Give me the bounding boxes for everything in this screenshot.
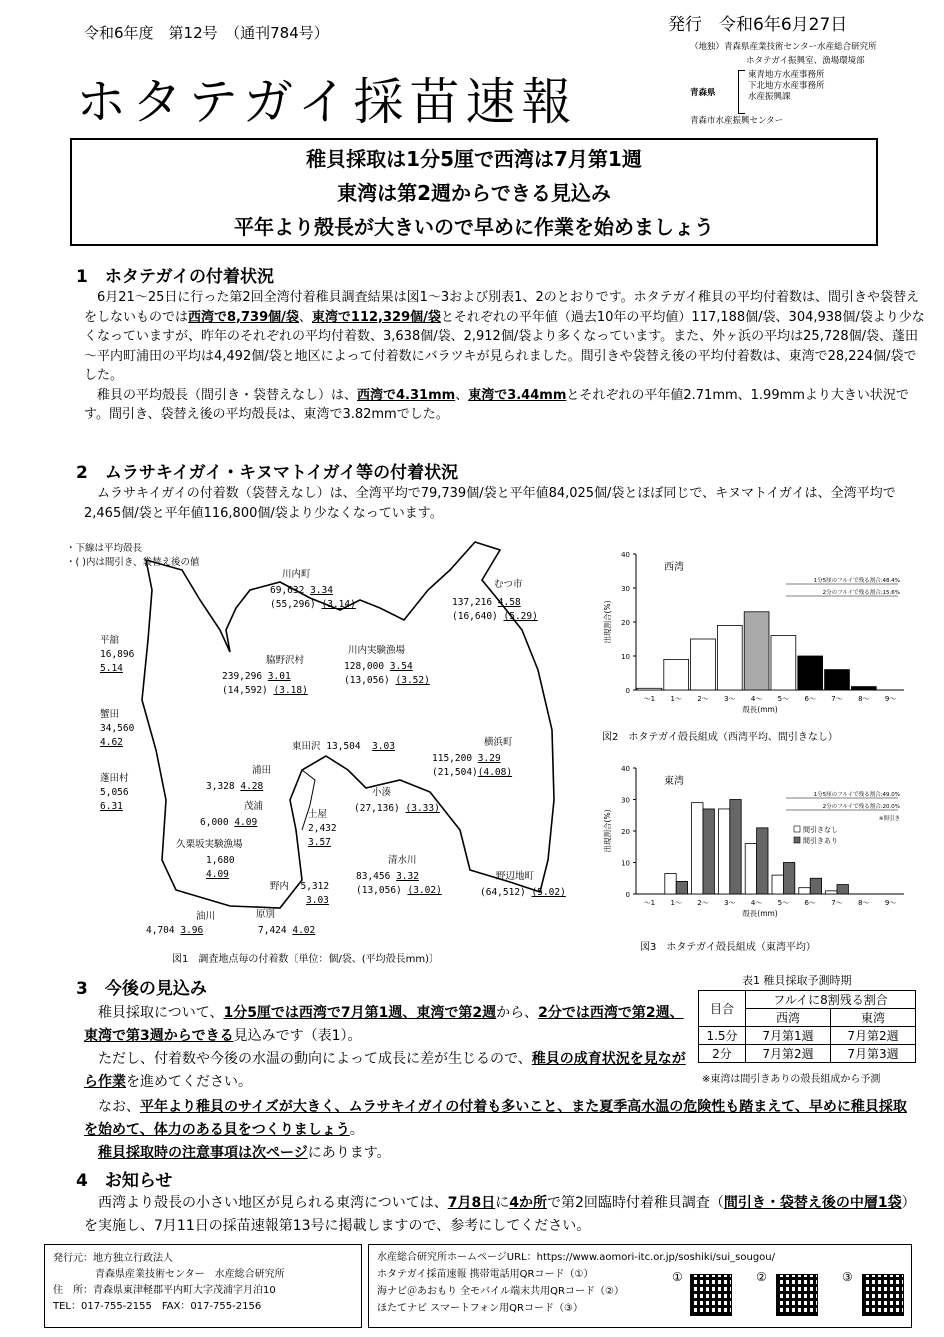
chart-title: 西湾 (664, 562, 684, 573)
legend-label: 間引きあり (803, 837, 838, 845)
station-mutsu-values: 137,216 4.58 (16,640) (5.29) (452, 597, 538, 622)
station-kominato-values: (27,136) (3.33) (354, 803, 440, 814)
fig1-caption: 図1 調査地点毎の付着数〔単位：個/袋、(平均殻長mm)〕 (172, 954, 440, 965)
bar (745, 844, 756, 894)
bar (851, 687, 876, 690)
bar (703, 809, 714, 894)
station-harabetsu: 原別 (256, 909, 276, 920)
x-tick-label: 4～ (750, 695, 763, 703)
issue-number: 令和6年度 第12号 （通刊784号） (84, 24, 329, 42)
x-tick-label: 2～ (697, 899, 709, 907)
section1-body: 6月21～25日に行った第2回全湾付着稚貝調査結果は図1～3および別表1、2のとおりです。ホタテガイ稚貝の平均付着数は、間引きや袋替えをしないものでは西湾で8,739個/袋、東湾で112,329個/袋とそれぞれの平年値（過去10年の平均値）117,188個/袋、304,938個/袋より少なくなっていますが、昨年のそれぞれの平均付着数、3,638個/袋、2,912個/袋より多くなっています。また、外ヶ浜の平均は25,728個/袋、蓬田～平内町浦田の平均は4,492個/袋と地区によって付着数にバラツキが見られました。間引きや袋替え後の平均付着数は、東湾で28,224個/袋でした。 稚貝の平均殻長（間引き・袋替えなし）は、西湾で4.31mm、東湾で3.44mmとそれぞれの平年値2.71mm、1.99mmより大きい状況です。間引き、袋替え後の平均殻長は、東湾で3.82mmでした。 (84, 290, 925, 422)
x-tick-label: 6～ (804, 695, 816, 703)
station-higashitazawa: 東田沢 13,504 3.03 (292, 741, 395, 752)
footer-links (368, 1244, 912, 1328)
bar (676, 881, 687, 894)
annotation-text: ※間引き (878, 816, 900, 822)
station-aburakawa: 油川 (196, 911, 216, 922)
x-tick-label: 1～ (670, 695, 682, 703)
y-tick-label: 0 (625, 891, 630, 899)
qr1-label: ① (672, 1270, 683, 1284)
station-kawauchi-exp: 川内実験漁場 (348, 645, 406, 656)
table-row: 1.5分 7月第1週 7月第2週 (699, 1027, 916, 1045)
map-note-2: ・( )内は間引き、袋替え後の値 (66, 557, 200, 568)
x-tick-label: 5～ (777, 695, 790, 703)
org-top: （地独）青森県産業技術センター水産総合研究所 (690, 42, 877, 52)
table-row: 2分 7月第2週 7月第3週 (699, 1045, 916, 1063)
bar (691, 639, 716, 690)
bar (837, 885, 848, 894)
section1-title: 1 ホタテガイの付着状況 (76, 267, 274, 287)
headline-box (70, 138, 878, 246)
org-bottom: 青森市水産振興センター (690, 116, 784, 126)
x-axis-label: 殻長(mm) (742, 705, 778, 714)
x-tick-label: 7～ (831, 695, 843, 703)
y-tick-label: 20 (621, 619, 630, 627)
annotation-text: 1分5厘のフルイで残る割合:49.0% (813, 792, 900, 798)
page-title: ホタテガイ採苗速報 (76, 73, 578, 131)
bar (664, 659, 689, 690)
station-yokohama: 横浜町 (484, 737, 513, 748)
table1-title: 表1 稚貝採取予測時期 (742, 974, 852, 987)
headline-line-3: 平年より殻長が大きいので早めに作業を始めましょう (234, 215, 714, 239)
qr3-label: ③ (842, 1270, 853, 1284)
station-urata-values: 3,328 4.28 (206, 781, 264, 792)
map-note-1: ・下線は平均殻長 (66, 543, 143, 554)
table1-west: 西湾 (746, 1009, 831, 1027)
table1 (698, 990, 916, 1063)
x-tick-label: ～1 (643, 695, 656, 703)
issue-date: 発行 令和6年6月27日 (668, 15, 848, 35)
footer-qr3-text: ほたてナビ スマートフォン用QRコード（③） (377, 1303, 583, 1314)
legend-label: 間引きなし (803, 826, 838, 834)
qr-code-1[interactable] (690, 1274, 732, 1316)
y-tick-label: 30 (621, 585, 630, 593)
legend-swatch (794, 837, 800, 843)
y-tick-label: 10 (621, 859, 630, 868)
bar (665, 874, 676, 894)
footer-publisher: 発行元：地方独立行政法人 青森県産業技術センター 水産総合研究所 住 所：青森県東津軽郡平内町大字茂浦字月泊10 TEL：017-755-2155 FAX：017-755-2156 (44, 1244, 362, 1328)
x-tick-label: 1～ (670, 899, 682, 907)
station-kawauchi: 川内町 (282, 569, 311, 580)
station-mutsu: むつ市 (494, 579, 523, 590)
station-moura: 茂浦 (244, 801, 264, 812)
fig2-chart (598, 540, 928, 735)
footer-qr1-text: ホタテガイ採苗速報 携帯電話用QRコード（①） (377, 1269, 594, 1280)
station-noheji-values: (64,512) (5.02) (480, 887, 566, 898)
headline-line-1: 稚貝採取は1分5厘で西湾は7月第1週 (306, 147, 642, 171)
station-shimizugawa-values: 83,456 3.32 (13,056) (3.02) (356, 871, 442, 896)
bar (744, 612, 769, 690)
fig2-caption: 図2 ホタテガイ殻長組成（西湾平均、間引きなし） (602, 732, 838, 743)
x-tick-label: 3～ (724, 899, 736, 907)
bar (772, 875, 783, 894)
footer-qr2-text: 海ナビ＠あおもり 全モバイル端末共用QRコード（②） (377, 1286, 624, 1297)
x-tick-label: 5～ (777, 899, 790, 907)
org-line2: ホタテガイ振興室、漁場環境部 (746, 56, 865, 66)
fig3-chart (598, 754, 928, 929)
y-axis-label: 出現割合(%) (603, 809, 612, 853)
station-yomogita: 蓬田村 5,056 6.31 (100, 773, 129, 812)
bar (730, 800, 741, 895)
section2-body: ムラサキイガイの付着数（袋替えなし）は、全湾平均で79,739個/袋と平年値84,025個/袋とほぼ同じで、キヌマトイガイは、全湾平均で2,465個/袋と平年値116,800個/袋より少なくなっています。 (84, 486, 896, 521)
x-axis-label: 殻長(mm) (742, 909, 778, 918)
station-yokohama-values: 115,200 3.29 (21,504)(4.08) (432, 753, 513, 778)
headline-line-2: 東湾は第2週からできる見込み (337, 181, 611, 205)
station-kurisaka-values: 1,680 4.09 (206, 855, 235, 880)
bar (771, 636, 796, 690)
footer-url[interactable]: 水産総合研究所ホームページURL：https://www.aomori-itc.or.jp/soshiki/sui_sougou/ (377, 1252, 776, 1263)
station-kurisaka: 久栗坂実験漁場 (176, 839, 243, 850)
y-tick-label: 30 (621, 796, 630, 805)
section3-body: 稚貝採取について、1分5厘では西湾で7月第1週、東湾で第2週から、2分では西湾で第2週、東湾で第3週からできる見込みです（表1）。 ただし、付着数や今後の水温の動向によって成長に差が生じるので、稚貝の成育状況を見ながら作業を進めてください。 (84, 1005, 686, 1090)
bar (717, 625, 742, 690)
station-urata: 浦田 (252, 765, 272, 776)
section2-title: 2 ムラサキイガイ・キヌマトイガイ等の付着状況 (76, 463, 459, 483)
station-nonai: 野内 5,312 (270, 881, 330, 892)
qr-code-2[interactable] (776, 1274, 818, 1316)
station-aburakawa-values: 4,704 3.96 (146, 925, 204, 936)
station-kawauchi-exp-values: 128,000 3.54 (13,056) (3.52) (344, 661, 430, 686)
qr-code-3[interactable] (862, 1274, 904, 1316)
x-tick-label: ～1 (643, 899, 656, 907)
x-tick-label: 2～ (697, 695, 709, 703)
section4-body: 西湾より殻長の小さい地区が見られる東湾については、7月8日に4か所で第2回臨時付着稚貝調査（間引き・袋替え後の中層1袋）を実施し、7月11日の採苗速報第13号に掲載しますので、参考にしてください。 (84, 1195, 916, 1234)
bar (637, 688, 662, 690)
station-nonai-len: 3.03 (306, 895, 329, 906)
section3-body-2: なお、平年より稚貝のサイズが大きく、ムラサキイガイの付着も多いこと、また夏季高水温の危険性も踏まえて、早めに稚貝採取を始めて、体力のある貝をつくりましょう。 稚貝採取時の注意事項は次ページにあります。 (84, 1099, 907, 1161)
station-wakinosawa: 脇野沢村 (266, 655, 305, 666)
bar (799, 888, 810, 894)
table1-col-mesh: 目合 (699, 991, 746, 1027)
y-axis-label: 出現割合(%) (603, 600, 612, 644)
legend-swatch (794, 826, 800, 832)
bar (810, 878, 821, 894)
section4-title: 4 お知らせ (76, 1171, 173, 1191)
station-harabetsu-values: 7,424 4.02 (258, 925, 316, 936)
bar (783, 863, 794, 895)
bar (826, 891, 837, 894)
x-tick-label: 7～ (831, 899, 843, 907)
bar (798, 656, 823, 690)
station-noheji: 野辺地町 (496, 871, 535, 882)
annotation-text: 2分のフルイで残る割合:15.6% (822, 590, 900, 596)
x-tick-label: 9～ (884, 695, 897, 703)
y-tick-label: 0 (625, 687, 630, 695)
x-tick-label: 6～ (804, 899, 816, 907)
qr2-label: ② (756, 1270, 767, 1284)
station-tsuchiya: 土屋 2,432 3.57 (308, 809, 337, 848)
table1-east: 東湾 (831, 1009, 916, 1027)
y-tick-label: 40 (621, 551, 630, 559)
x-tick-label: 3～ (724, 695, 736, 703)
y-tick-label: 20 (621, 828, 630, 836)
bar (718, 809, 729, 894)
annotation-text: 2分のフルイで残る割合:20.0% (822, 804, 900, 810)
table1-note: ※東湾は間引きありの殻長組成から予測 (702, 1074, 881, 1085)
bar (692, 803, 703, 894)
station-moura-values: 6,000 4.09 (200, 817, 258, 828)
bar (757, 828, 768, 894)
station-wakinosawa-values: 239,296 3.01 (14,592) (3.18) (222, 671, 308, 696)
org-bracket (738, 70, 745, 114)
station-kawauchi-values: 69,632 3.34 (55,296) (3.14) (270, 585, 356, 610)
bar (825, 670, 850, 690)
station-shimizugawa: 清水川 (388, 855, 417, 866)
y-tick-label: 10 (621, 653, 630, 661)
station-tairadate: 平舘 16,896 5.14 (100, 635, 135, 674)
x-tick-label: 8～ (858, 899, 870, 907)
chart-title: 東湾 (664, 776, 684, 787)
x-tick-label: 8～ (858, 695, 870, 703)
annotation-text: 1分5厘のフルイで残る割合:48.4% (813, 578, 900, 584)
x-tick-label: 4～ (750, 899, 763, 907)
org-lines: 東青地方水産事務所 下北地方水産事務所 水産振興課 (748, 70, 825, 102)
table1-group-header: フルイに8割残る割合 (746, 991, 916, 1009)
aomori-label: 青森県 (690, 88, 716, 98)
station-kominato: 小湊 (372, 787, 392, 798)
y-tick-label: 40 (621, 765, 630, 773)
station-kanita: 蟹田 34,560 4.62 (100, 709, 135, 748)
x-tick-label: 9～ (884, 899, 897, 907)
section3-title: 3 今後の見込み (76, 979, 207, 999)
fig3-caption: 図3 ホタテガイ殻長組成（東湾平均） (640, 942, 816, 953)
